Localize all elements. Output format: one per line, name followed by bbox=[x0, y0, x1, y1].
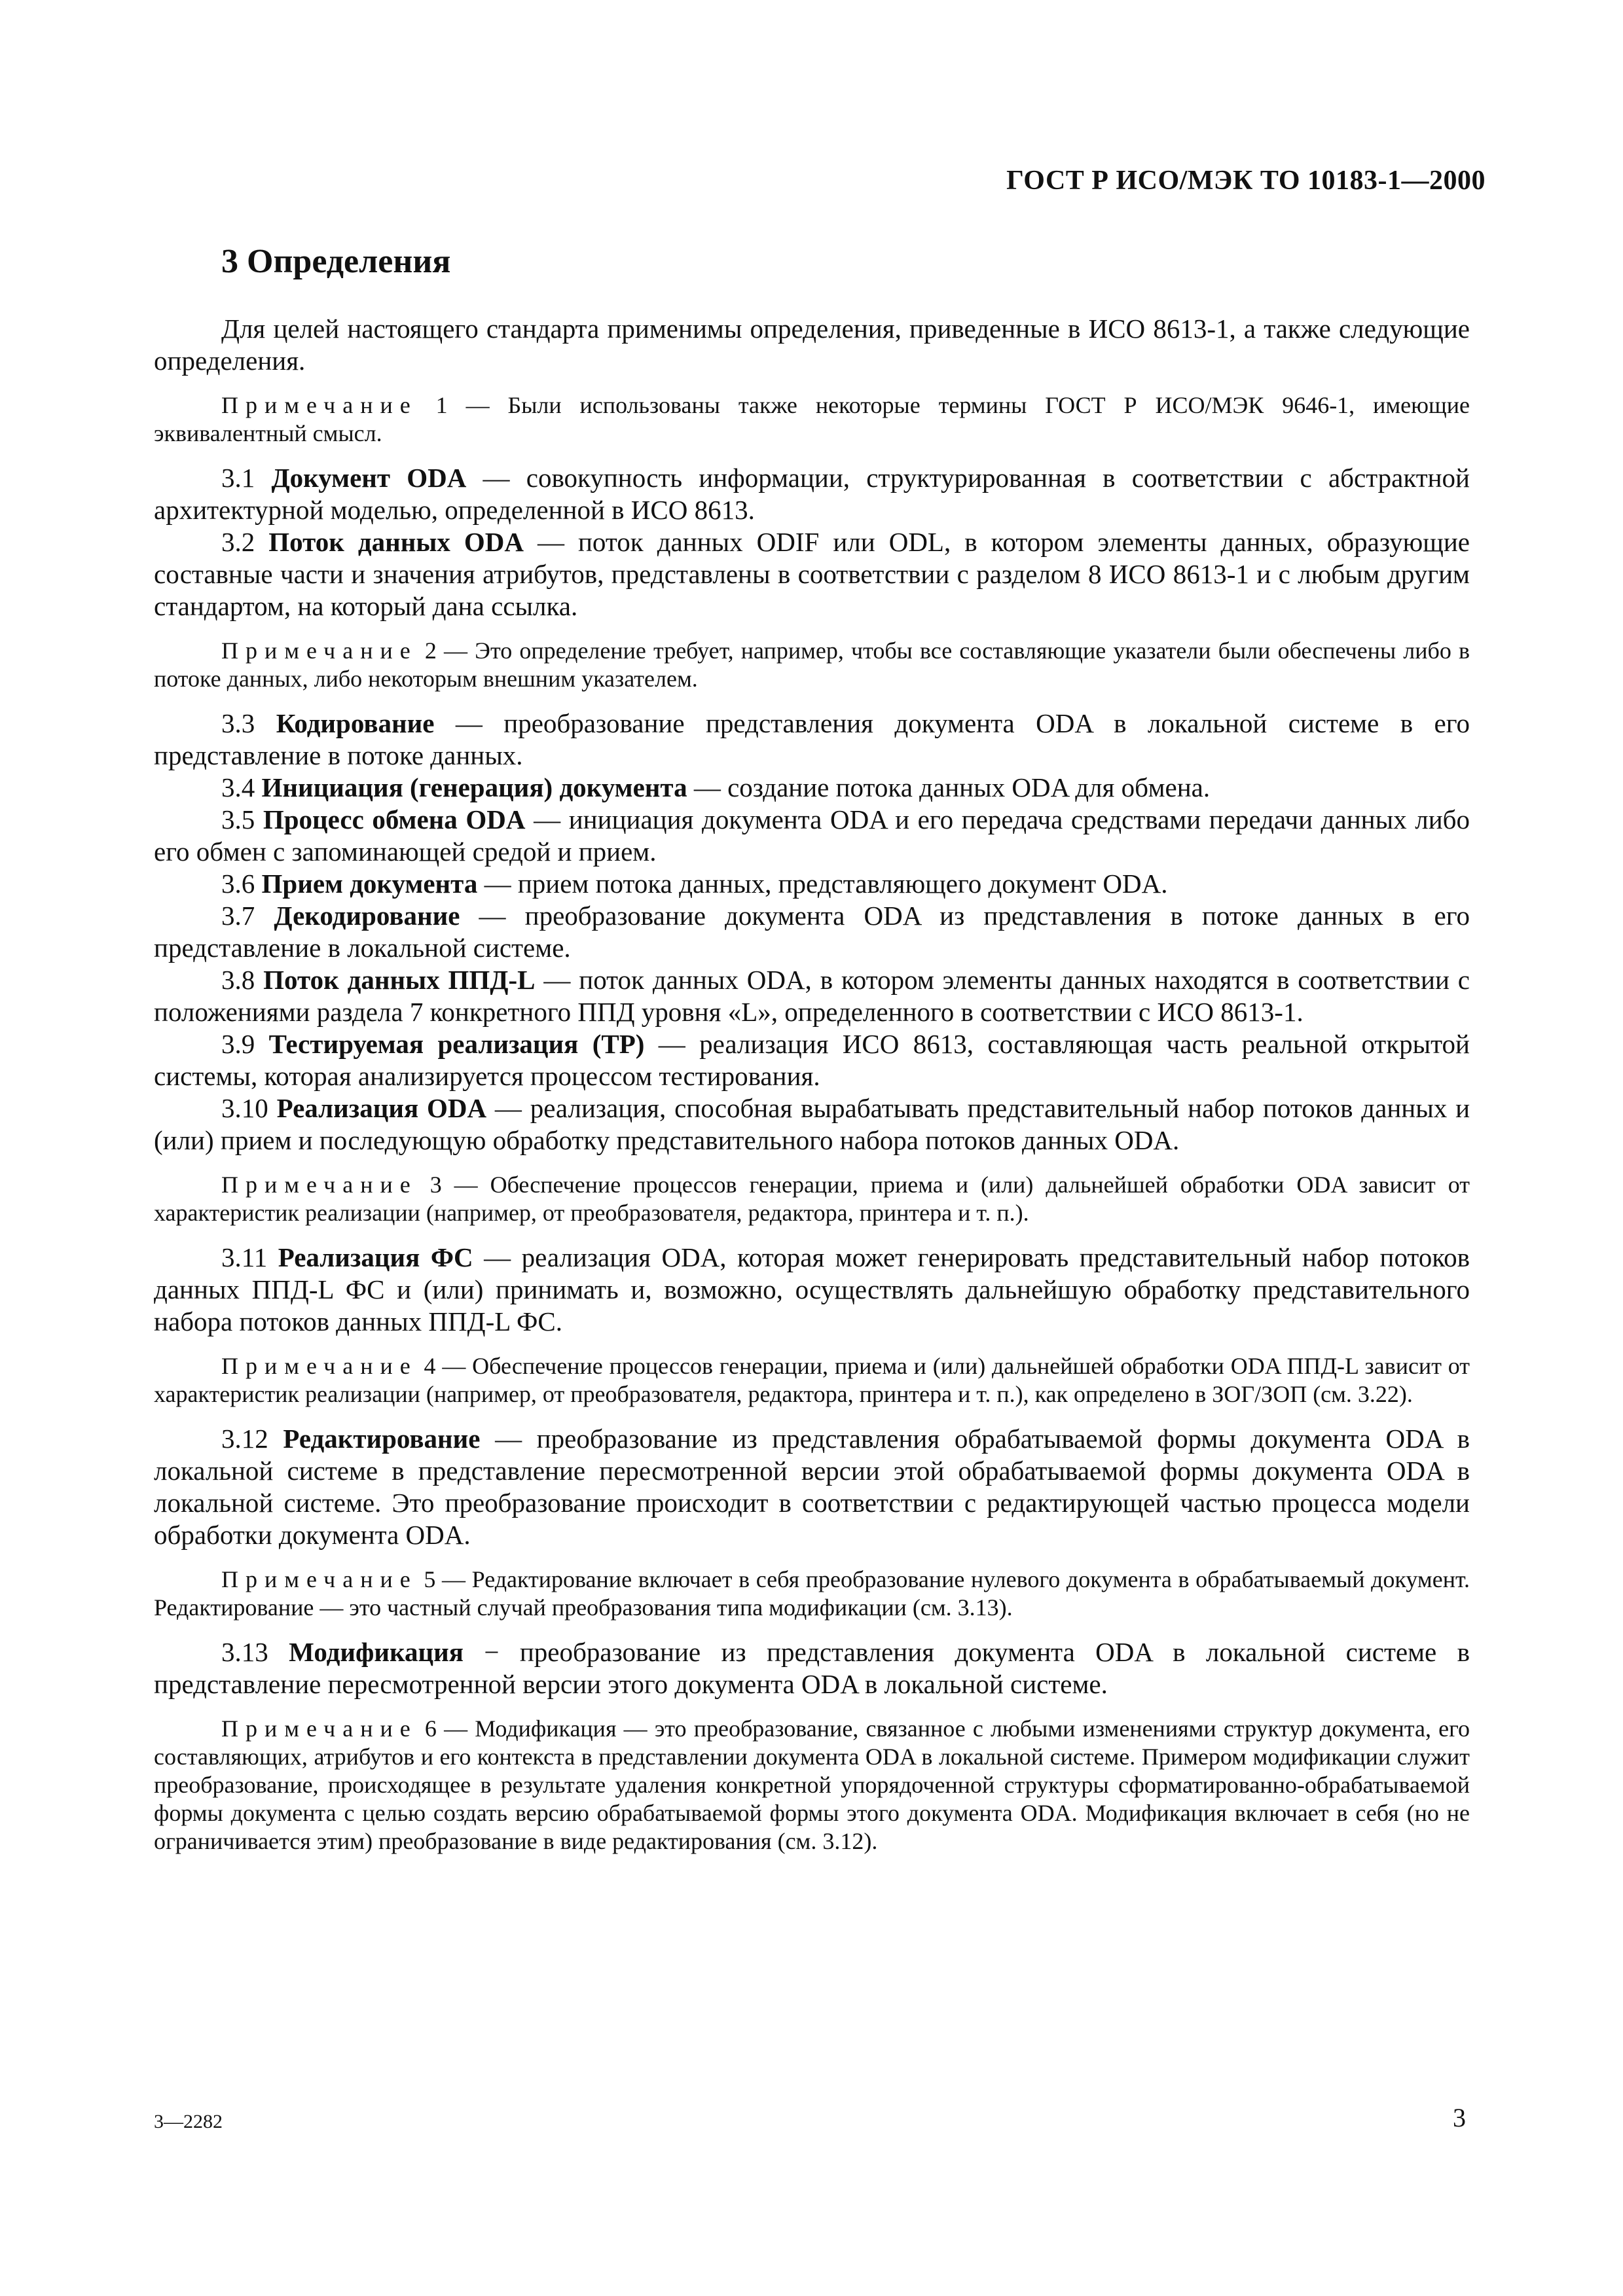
definition-3-7 bbox=[154, 900, 1470, 964]
definition-term: Поток данных ППД-L bbox=[263, 965, 536, 995]
note-text: 6 — Модификация — это преобразование, связанное с любыми изменениями структур документа, его составляющих, атрибутов и его контекста в представлении документа ODA в локальной системе. Примером модификации служит преобразование, происходящее в результате удаления конкретной упорядоченной структуры сформатированно-обрабатываемой формы документа с целью создать версию обрабатываемой формы этого документа ODA. Модификация включает в себя (но не ограничивается этим) преобразование в виде редактирования (см. 3.12). bbox=[154, 1715, 1470, 1854]
note-text: 5 — Редактирование включает в себя преобразование нулевого документа в обрабатываемый документ. Редактирование — это частный случай преобразования типа модификации (см. 3.13). bbox=[154, 1566, 1470, 1621]
definition-term: Процесс обмена ODA bbox=[263, 804, 526, 834]
note-label: Примечание bbox=[221, 1172, 418, 1198]
note-label: Примечание bbox=[221, 392, 418, 418]
definition-text: — совокупность информации, структурированная в соответствии с абстрактной архитектурной моделью, определенной в ИСО 8613. bbox=[154, 463, 1470, 525]
definition-number: 3.13 bbox=[221, 1637, 289, 1667]
definition-number: 3.1 bbox=[221, 463, 272, 493]
definition-text: — поток данных ODA, в котором элементы данных находятся в соответствии с положениями раздела 7 конкретного ППД уровня «L», определенного в соответствии с ИСО 8613-1. bbox=[154, 965, 1470, 1027]
definition-3-8 bbox=[154, 964, 1470, 1028]
definition-text: — прием потока данных, представляющего документ ODA. bbox=[477, 869, 1168, 899]
definition-term: Документ ODA bbox=[271, 463, 467, 493]
definition-3-13 bbox=[154, 1636, 1470, 1700]
note-label: Примечание bbox=[221, 1566, 418, 1592]
page-number: 3 bbox=[1453, 2103, 1466, 2132]
definition-text: — инициация документа ODA и его передача средствами передачи данных либо его обмен с запоминающей средой и прием. bbox=[154, 804, 1470, 867]
definition-number: 3.3 bbox=[221, 708, 276, 738]
definition-text: — реализация, способная вырабатывать представительный набор потоков данных и (или) прием и последующую обработку представительного набора потоков данных ODA. bbox=[154, 1093, 1470, 1155]
document-code-header: ГОСТ Р ИСО/МЭК ТО 10183-1—2000 bbox=[1006, 166, 1486, 196]
note-text: 2 — Это определение требует, например, чтобы все составляющие указатели были обеспечены либо в потоке данных, либо некоторым внешним указателем. bbox=[154, 637, 1470, 692]
definition-3-3 bbox=[154, 708, 1470, 772]
definition-text: — создание потока данных ODA для обмена. bbox=[687, 772, 1211, 802]
definition-term: Декодирование bbox=[274, 901, 460, 931]
definition-number: 3.12 bbox=[221, 1424, 283, 1454]
note-text: 1 — Были использованы также некоторые термины ГОСТ Р ИСО/МЭК 9646-1, имеющие эквивалентный смысл. bbox=[154, 392, 1470, 446]
definition-number: 3.8 bbox=[221, 965, 264, 995]
note-4 bbox=[154, 1352, 1470, 1408]
section-title: 3 Определения bbox=[221, 243, 451, 280]
definition-text: — поток данных ODIF или ODL, в котором элементы данных, образующие составные части и значения атрибутов, представлены в соответствии с разделом 8 ИСО 8613-1 и с любым другим стандартом, на который дана ссылка. bbox=[154, 527, 1470, 621]
definition-number: 3.6 bbox=[221, 869, 262, 899]
note-label: Примечание bbox=[221, 1715, 418, 1742]
definition-3-9 bbox=[154, 1028, 1470, 1092]
definition-text: — преобразование представления документа ODA в локальной системе в его представление в потоке данных. bbox=[154, 708, 1470, 770]
definition-term: Кодирование bbox=[276, 708, 435, 738]
definition-3-12 bbox=[154, 1423, 1470, 1551]
note-text: 3 — Обеспечение процессов генерации, приема и (или) дальнейшей обработки ODA зависит от характеристик реализации (например, от преобразователя, редактора, принтера и т. п.). bbox=[154, 1172, 1470, 1226]
definition-number: 3.5 bbox=[221, 804, 263, 834]
definition-term: Тестируемая реализация (ТР) bbox=[268, 1029, 645, 1059]
definition-term: Реализация ФС bbox=[278, 1242, 473, 1272]
definition-3-10 bbox=[154, 1092, 1470, 1157]
definition-number: 3.2 bbox=[221, 527, 269, 557]
definition-number: 3.4 bbox=[221, 772, 262, 802]
definition-number: 3.11 bbox=[221, 1242, 278, 1272]
definition-3-2 bbox=[154, 526, 1470, 622]
definitions-body bbox=[154, 313, 1470, 1870]
definition-term: Модификация bbox=[289, 1637, 464, 1667]
definition-3-11 bbox=[154, 1242, 1470, 1338]
definition-number: 3.7 bbox=[221, 901, 274, 931]
note-6 bbox=[154, 1715, 1470, 1856]
definition-3-1 bbox=[154, 462, 1470, 526]
definition-term: Редактирование bbox=[283, 1424, 481, 1454]
definition-3-6 bbox=[154, 868, 1470, 900]
definition-number: 3.9 bbox=[221, 1029, 269, 1059]
note-2 bbox=[154, 637, 1470, 693]
note-1 bbox=[154, 391, 1470, 448]
definition-text: — реализация ODA, которая может генерировать представительный набор потоков данных ППД-L ФС и (или) принимать и, возможно, осуществлять дальнейшую обработку представительного набора потоков данных ППД-L ФС. bbox=[154, 1242, 1470, 1336]
note-text: 4 — Обеспечение процессов генерации, приема и (или) дальнейшей обработки ODA ППД-L зависит от характеристик реализации (например, от преобразователя, редактора, принтера и т. п.), как определено в ЗОГ/ЗОП (см. 3.22). bbox=[154, 1353, 1470, 1407]
definition-term: Реализация ODA bbox=[276, 1093, 487, 1123]
definition-text: — преобразование из представления обрабатываемой формы документа ODA в локальной системе в представление пересмотренной версии этой обрабатываемой формы документа ODA в локальной системе. Это преобразование происходит в соответствии с редактирующей частью процесса модели обработки документа ODA. bbox=[154, 1424, 1470, 1550]
print-code: 3—2282 bbox=[154, 2111, 223, 2132]
intro-paragraph: Для целей настоящего стандарта применимы определения, приведенные в ИСО 8613-1, а также следующие определения. bbox=[154, 314, 1470, 376]
note-label: Примечание bbox=[221, 637, 418, 664]
note-5 bbox=[154, 1566, 1470, 1622]
definition-3-4 bbox=[154, 772, 1470, 804]
definition-term: Прием документа bbox=[261, 869, 478, 899]
note-3 bbox=[154, 1171, 1470, 1227]
definition-term: Поток данных ODA bbox=[268, 527, 524, 557]
definition-term: Инициация (генерация) документа bbox=[261, 772, 687, 802]
definition-text: — реализация ИСО 8613, составляющая часть реальной открытой системы, которая анализируется процессом тестирования. bbox=[154, 1029, 1470, 1091]
definition-text: − преобразование из представления документа ODA в локальной системе в представление пересмотренной версии этого документа ODA в локальной системе. bbox=[154, 1637, 1470, 1699]
definition-3-5 bbox=[154, 804, 1470, 868]
definition-text: — преобразование документа ODA из представления в потоке данных в его представление в локальной системе. bbox=[154, 901, 1470, 963]
definition-number: 3.10 bbox=[221, 1093, 277, 1123]
note-label: Примечание bbox=[221, 1353, 418, 1379]
